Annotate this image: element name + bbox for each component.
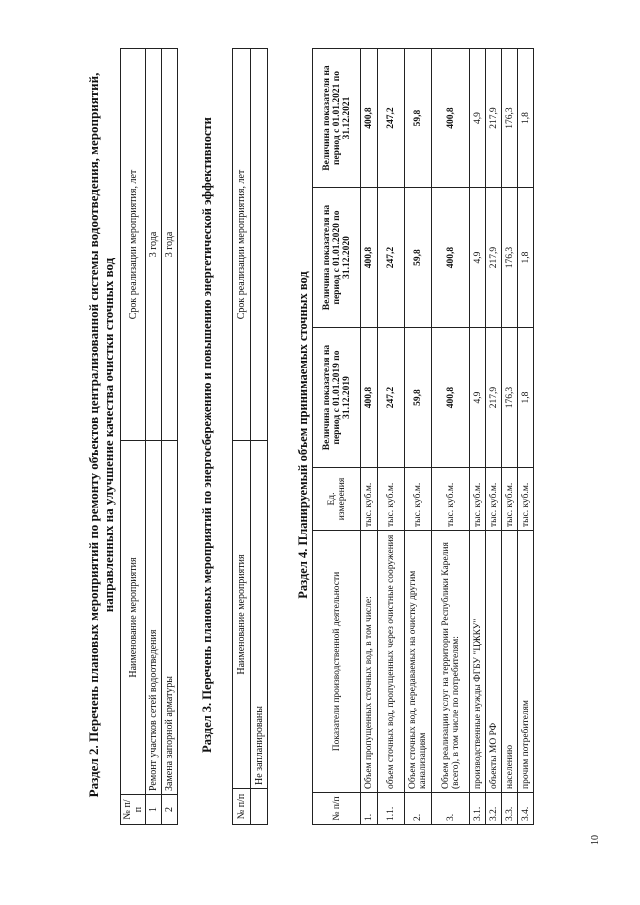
header-term: Срок реализации мероприятия, лет [233, 49, 251, 441]
row-unit: тыс. куб.м. [502, 468, 518, 531]
row-value-2020: 4,9 [470, 188, 486, 328]
row-value-2021: 1,8 [518, 49, 534, 188]
section2-title-line1: Раздел 2. Перечень плановых мероприятий по ремонту объектов централизованной системы водоотведения, мероприятий, [86, 72, 101, 798]
row-value-2019: 4,9 [470, 328, 486, 468]
row-value-2021: 176,3 [502, 49, 518, 188]
row-num [251, 789, 268, 825]
table-row [518, 49, 534, 825]
row-value-2020: 1,8 [518, 188, 534, 328]
table-row [470, 49, 486, 825]
row-value-2019: 217,9 [486, 328, 502, 468]
row-num: 3.4. [518, 793, 534, 825]
section3-title: Раздел 3. Перечень плановых мероприятий по энергосбережению и повышению энергетической эффективности [200, 117, 214, 753]
row-value-2019: 1,8 [518, 328, 534, 468]
row-value-2019: 59,8 [405, 328, 432, 468]
row-num: 3.1. [470, 793, 486, 825]
row-unit: тыс. куб.м. [378, 468, 405, 531]
header-term: Срок реализации мероприятия, лет [121, 49, 146, 441]
row-value-2019: 176,3 [502, 328, 518, 468]
table-row [361, 49, 378, 825]
row-indicator: Объем пропущенных сточных вод, в том числе: [361, 531, 378, 793]
section2-title-line2: направленных на улучшение качества очистки сточных вод [101, 257, 116, 613]
header-num: № п/п [121, 795, 146, 825]
row-unit: тыс. куб.м. [486, 468, 502, 531]
header-num: № п/п [313, 793, 361, 825]
row-value-2019: 247,2 [378, 328, 405, 468]
row-indicator: прочим потребителям [518, 531, 534, 793]
table-row [405, 49, 432, 825]
page-number: 10 [590, 835, 601, 845]
header-2019: Величина показателя на период с 01.01.2019 по 31.12.2019 [313, 328, 361, 468]
table-row [146, 49, 162, 825]
row-num: 2 [162, 795, 178, 825]
row-indicator: объекты МО РФ [486, 531, 502, 793]
header-2020: Величина показателя на период с 01.01.2020 по 31.12.2020 [313, 188, 361, 328]
row-term: 3 года [146, 49, 162, 441]
row-value-2021: 4,9 [470, 49, 486, 188]
row-num: 1 [146, 795, 162, 825]
table-row [378, 49, 405, 825]
section2-title [86, 35, 116, 835]
row-value-2021: 247,2 [378, 49, 405, 188]
row-num: 1.1. [378, 793, 405, 825]
table-row [432, 49, 470, 825]
row-indicator: объем сточных вод, пропущенных через очистные сооружения [378, 531, 405, 793]
row-value-2020: 400,8 [432, 188, 470, 328]
row-unit: тыс. куб.м. [518, 468, 534, 531]
row-indicator: Объем сточных вод, передаваемых на очистку другим канализациям [405, 531, 432, 793]
row-indicator: населению [502, 531, 518, 793]
table-header-row [233, 49, 251, 825]
section4-title: Раздел 4. Планируемый объем принимаемых сточных вод [296, 271, 310, 599]
row-value-2021: 59,8 [405, 49, 432, 188]
row-value-2020: 59,8 [405, 188, 432, 328]
row-name: Ремонт участков сетей водоотведения [146, 441, 162, 795]
row-value-2020: 247,2 [378, 188, 405, 328]
table-row [162, 49, 178, 825]
row-num: 3. [432, 793, 470, 825]
row-num: 2. [405, 793, 432, 825]
row-num: 3.2. [486, 793, 502, 825]
row-unit: тыс. куб.м. [432, 468, 470, 531]
table-header-row [121, 49, 146, 825]
header-unit: Ед. измерения [313, 468, 361, 531]
row-value-2019: 400,8 [361, 328, 378, 468]
section3-table [232, 48, 268, 825]
row-indicator: Объем реализации услуг на территории Республики Карелия (всего), в том числе по потребителям: [432, 531, 470, 793]
table-row [251, 49, 268, 825]
header-num: № п/п [233, 789, 251, 825]
row-value-2021: 400,8 [432, 49, 470, 188]
table-row [486, 49, 502, 825]
row-value-2021: 217,9 [486, 49, 502, 188]
row-num: 3.3. [502, 793, 518, 825]
row-value-2019: 400,8 [432, 328, 470, 468]
row-value-2020: 176,3 [502, 188, 518, 328]
row-term: 3 года [162, 49, 178, 441]
row-value-2020: 400,8 [361, 188, 378, 328]
table-row [502, 49, 518, 825]
row-name: Замена запорной арматуры [162, 441, 178, 795]
section4-table [312, 48, 534, 825]
row-value-2020: 217,9 [486, 188, 502, 328]
header-name: Наименование мероприятия [121, 441, 146, 795]
header-2021: Величина показателя на период с 01.01.2021 по 31.12.2021 [313, 49, 361, 188]
row-name: Не запланированы [251, 441, 268, 789]
table-header-row [313, 49, 361, 825]
row-unit: тыс. куб.м. [361, 468, 378, 531]
header-name: Наименование мероприятия [233, 441, 251, 789]
section2-table [120, 48, 178, 825]
row-unit: тыс. куб.м. [470, 468, 486, 531]
row-term [251, 49, 268, 441]
row-value-2021: 400,8 [361, 49, 378, 188]
row-indicator: производственные нужды ФГБУ "ЦЖКУ" [470, 531, 486, 793]
row-unit: тыс. куб.м. [405, 468, 432, 531]
row-num: 1. [361, 793, 378, 825]
header-indicator: Показатели производственной деятельности [313, 531, 361, 793]
